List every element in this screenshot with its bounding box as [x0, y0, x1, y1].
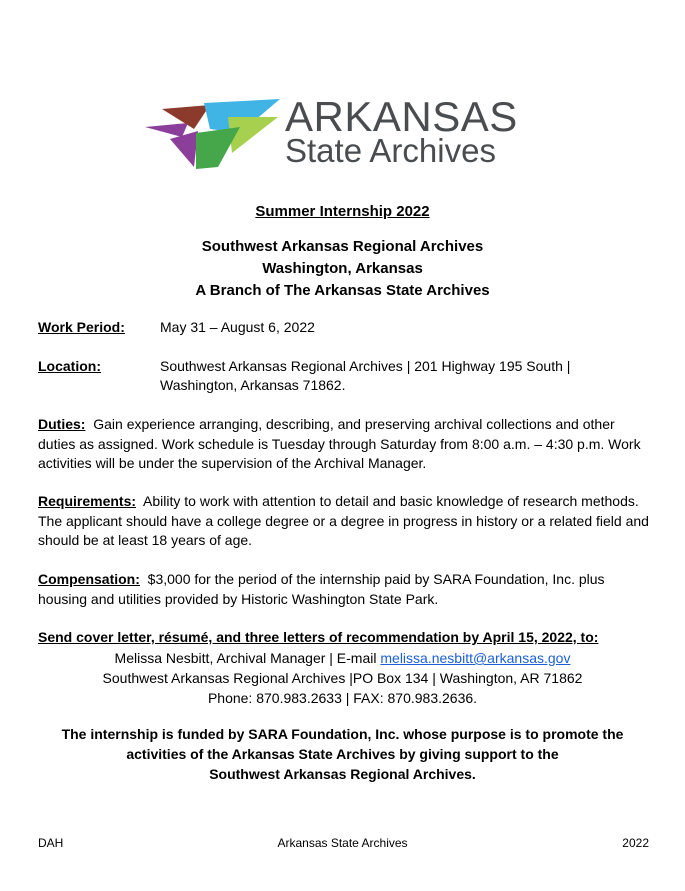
- compensation-paragraph: [38, 570, 650, 609]
- send-instructions-heading: Send cover letter, résumé, and three letters of recommendation by April 15, 2022, to:: [38, 629, 599, 645]
- location-value: [160, 357, 570, 395]
- email-link[interactable]: melissa.nesbitt@arkansas.gov: [380, 650, 571, 666]
- funding-statement: [0, 724, 685, 784]
- requirements-label: Requirements:: [38, 493, 137, 509]
- location-line-2: Washington, Arkansas 71862.: [160, 377, 346, 393]
- compensation-label: Compensation:: [38, 571, 140, 587]
- contact-name: Melissa Nesbitt, Archival Manager | E-mail: [114, 650, 381, 666]
- contact-name-line: [0, 648, 685, 668]
- footer-right: 2022: [622, 836, 649, 850]
- location-line-1: Southwest Arkansas Regional Archives | 201 Highway 195 South |: [160, 358, 571, 374]
- header-line-3: A Branch of The Arkansas State Archives: [195, 282, 490, 299]
- requirements-paragraph: [38, 492, 650, 551]
- page-title: Summer Internship 2022: [255, 203, 430, 220]
- funding-line-2: activities of the Arkansas State Archives by giving support to the: [126, 746, 559, 762]
- arkansas-state-archives-logo: [140, 93, 518, 175]
- funding-line-1: The internship is funded by SARA Foundation, Inc. whose purpose is to promote the: [61, 726, 624, 742]
- duties-label: Duties:: [38, 416, 86, 432]
- location-label: Location:: [38, 358, 101, 374]
- header-line-2: Washington, Arkansas: [262, 260, 423, 277]
- logo-wordmark-line1: ARKANSAS: [285, 93, 518, 140]
- funding-line-3: Southwest Arkansas Regional Archives.: [209, 766, 476, 782]
- footer-center: Arkansas State Archives: [277, 836, 408, 850]
- logo-wordmark-line2: State Archives: [285, 132, 496, 169]
- duties-text: Gain experience arranging, describing, and preserving archival collections and other duties as assigned. Work schedule is Tuesday through Saturday from 8:00 a.m. – 4:30 p.m. Work activities will be under the supervision of the Archival Manager.: [38, 416, 641, 471]
- header-block: [0, 236, 685, 302]
- footer-left: DAH: [38, 836, 64, 850]
- work-period-label: Work Period:: [38, 319, 125, 335]
- contact-phone: Phone: 870.983.2633 | FAX: 870.983.2636.: [207, 690, 478, 706]
- work-period-value: May 31 – August 6, 2022: [160, 319, 315, 335]
- contact-address: Southwest Arkansas Regional Archives |PO Box 134 | Washington, AR 71862: [102, 670, 583, 686]
- duties-paragraph: [38, 415, 650, 474]
- logo-mark-icon: [140, 95, 285, 175]
- compensation-text: $3,000 for the period of the internship paid by SARA Foundation, Inc. plus housing and utilities provided by Historic Washington State Park.: [38, 571, 605, 607]
- contact-block: [0, 648, 685, 708]
- requirements-text: Ability to work with attention to detail and basic knowledge of research methods. The applicant should have a college degree or a degree in progress in history or a related field and should be at least 18 years of age.: [38, 493, 649, 548]
- header-line-1: Southwest Arkansas Regional Archives: [201, 238, 484, 255]
